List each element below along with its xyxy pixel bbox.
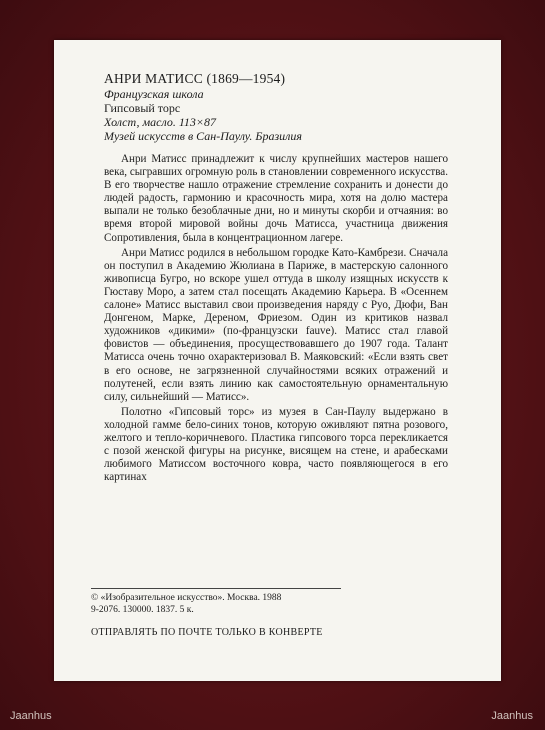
print-run-info: 9-2076. 130000. 1837. 5 к. xyxy=(91,605,194,615)
paragraph: Анри Матисс родился в небольшом городке Като-Камбрези. Сначала он поступил в Академию Жюлиана в Париже, в мастерскую салонного живописца Бугро, но вскоре ушел оттуда в школу изящных искусств к Гюставу Моро, а затем стал посещать Академию Карьера. В «Осеннем салоне» Матисс выставил свои произведения наряду с Руо, Дюфи, Ван Донгеном, Марке, Дереном, Фриезом. Один из критиков назвал художников «дикими» (по-французски fauve). Матисс стал главой фовистов — объединения, просуществовавшего до 1907 года. Талант Матисса очень точно охарактеризовал В. Маяковский: «Если взять свет в его основе, не загрязненной случайностями всяких отражений и полутеней, если взять линию как самостоятельную орнаментальную силу, сильнейший — Матисс». xyxy=(104,246,448,403)
paragraph: Полотно «Гипсовый торс» из музея в Сан-Паулу выдержано в холодной гамме бело-синих тонов, которую оживляют пятна розового, желтого и тепло-коричневого. Пластика гипсового торса перекликается с позой женской фигуры на рисунке, висящем на стене, и арабесками любимого Матиссом восточного ковра, часто появляющегося в его картинах xyxy=(104,405,448,484)
artwork-header xyxy=(104,70,484,143)
publisher-info xyxy=(91,588,491,616)
paragraph: Анри Матисс принадлежит к числу крупнейших мастеров нашего века, сыгравших огромную роль в становлении современного искусства. В его творчестве нашло отражение стремление сохранить и донести до людей радость, гармонию и красочность мира, хотя на долю мастера выпали не только безоблачные дни, но и минуты скорби и отчаяния: во время второй мировой войны дочь Матисса, участница движения Сопротивления, была в концентрационном лагере. xyxy=(104,153,448,244)
description-text xyxy=(104,153,448,486)
watermark-left: Jaanhus xyxy=(10,710,52,722)
copyright-line: © «Изобразительное искусство». Москва. 1988 xyxy=(91,593,282,603)
school-label: Французская школа xyxy=(104,87,204,101)
artwork-title: Гипсовый торс xyxy=(104,101,181,115)
museum-location: Музей искусств в Сан-Паулу. Бразилия xyxy=(104,129,302,143)
mailing-notice: ОТПРАВЛЯТЬ ПО ПОЧТЕ ТОЛЬКО В КОНВЕРТЕ xyxy=(91,627,323,638)
watermark-right: Jaanhus xyxy=(491,710,533,722)
postcard xyxy=(54,40,501,681)
medium-dimensions: Холст, масло. 113×87 xyxy=(104,115,217,129)
divider xyxy=(91,588,341,589)
author-name: АНРИ МАТИСС (1869—1954) xyxy=(104,71,286,86)
